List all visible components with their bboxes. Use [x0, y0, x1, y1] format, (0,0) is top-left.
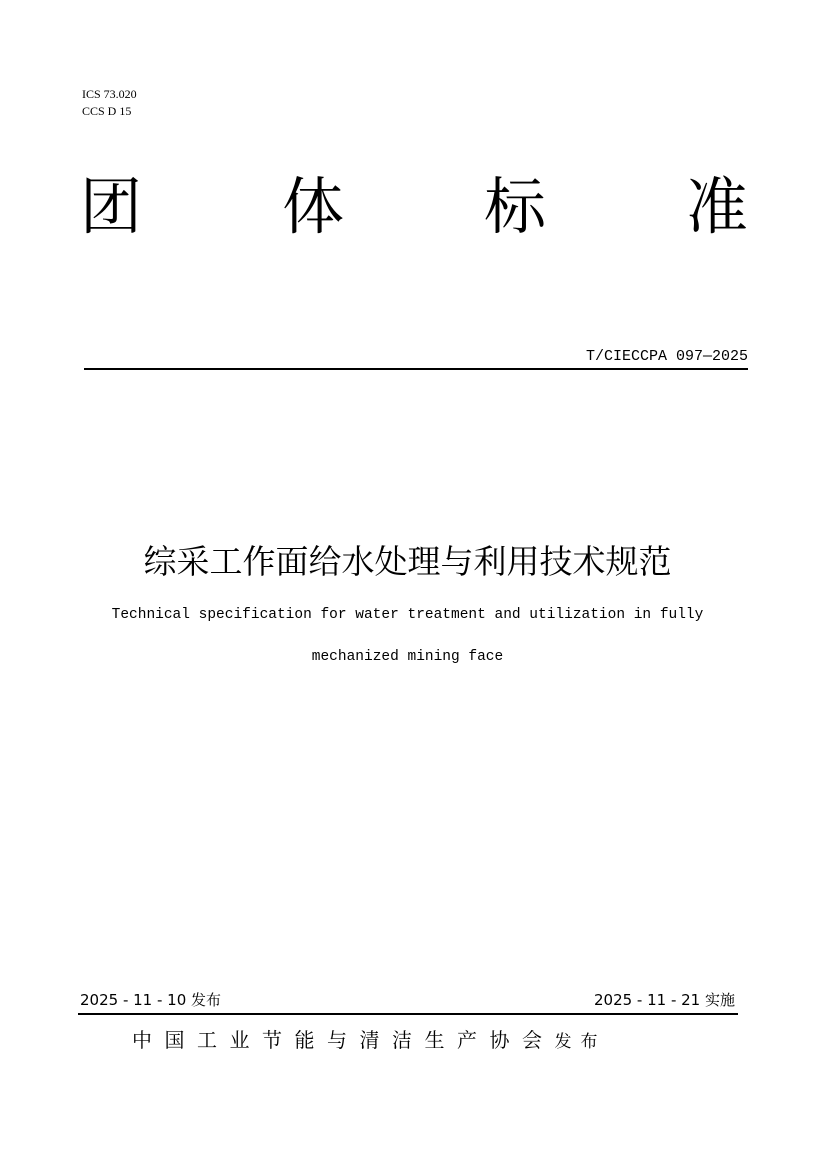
- publisher-name: 中国工业节能与清洁生产协会: [132, 1028, 555, 1052]
- title-english-line-1: Technical specification for water treatment and utilization in fully: [111, 607, 704, 623]
- title-chinese: 综采工作面给水处理与利用技术规范: [143, 542, 672, 581]
- document-type-heading: [80, 172, 748, 242]
- doc-type-char-2: 体: [281, 170, 344, 243]
- publisher: [132, 1025, 607, 1057]
- publisher-suffix: 发布: [554, 1032, 607, 1052]
- standard-number: T/CIECCPA 097—2025: [585, 348, 748, 365]
- title-english-line-2: mechanized mining face: [311, 649, 504, 665]
- classification-codes: [82, 86, 137, 120]
- footer-divider: [78, 1013, 738, 1015]
- ics-code: ICS 73.020: [82, 87, 137, 101]
- doc-type-char-3: 标: [483, 170, 546, 243]
- implementation-date: 2025 - 11 - 21 实施: [593, 991, 735, 1009]
- doc-type-char-1: 团: [80, 170, 143, 243]
- doc-type-char-4: 准: [685, 170, 748, 243]
- header-divider: [84, 368, 748, 370]
- ccs-code: CCS D 15: [82, 104, 132, 118]
- issue-date: 2025 - 11 - 10 发布: [80, 991, 222, 1009]
